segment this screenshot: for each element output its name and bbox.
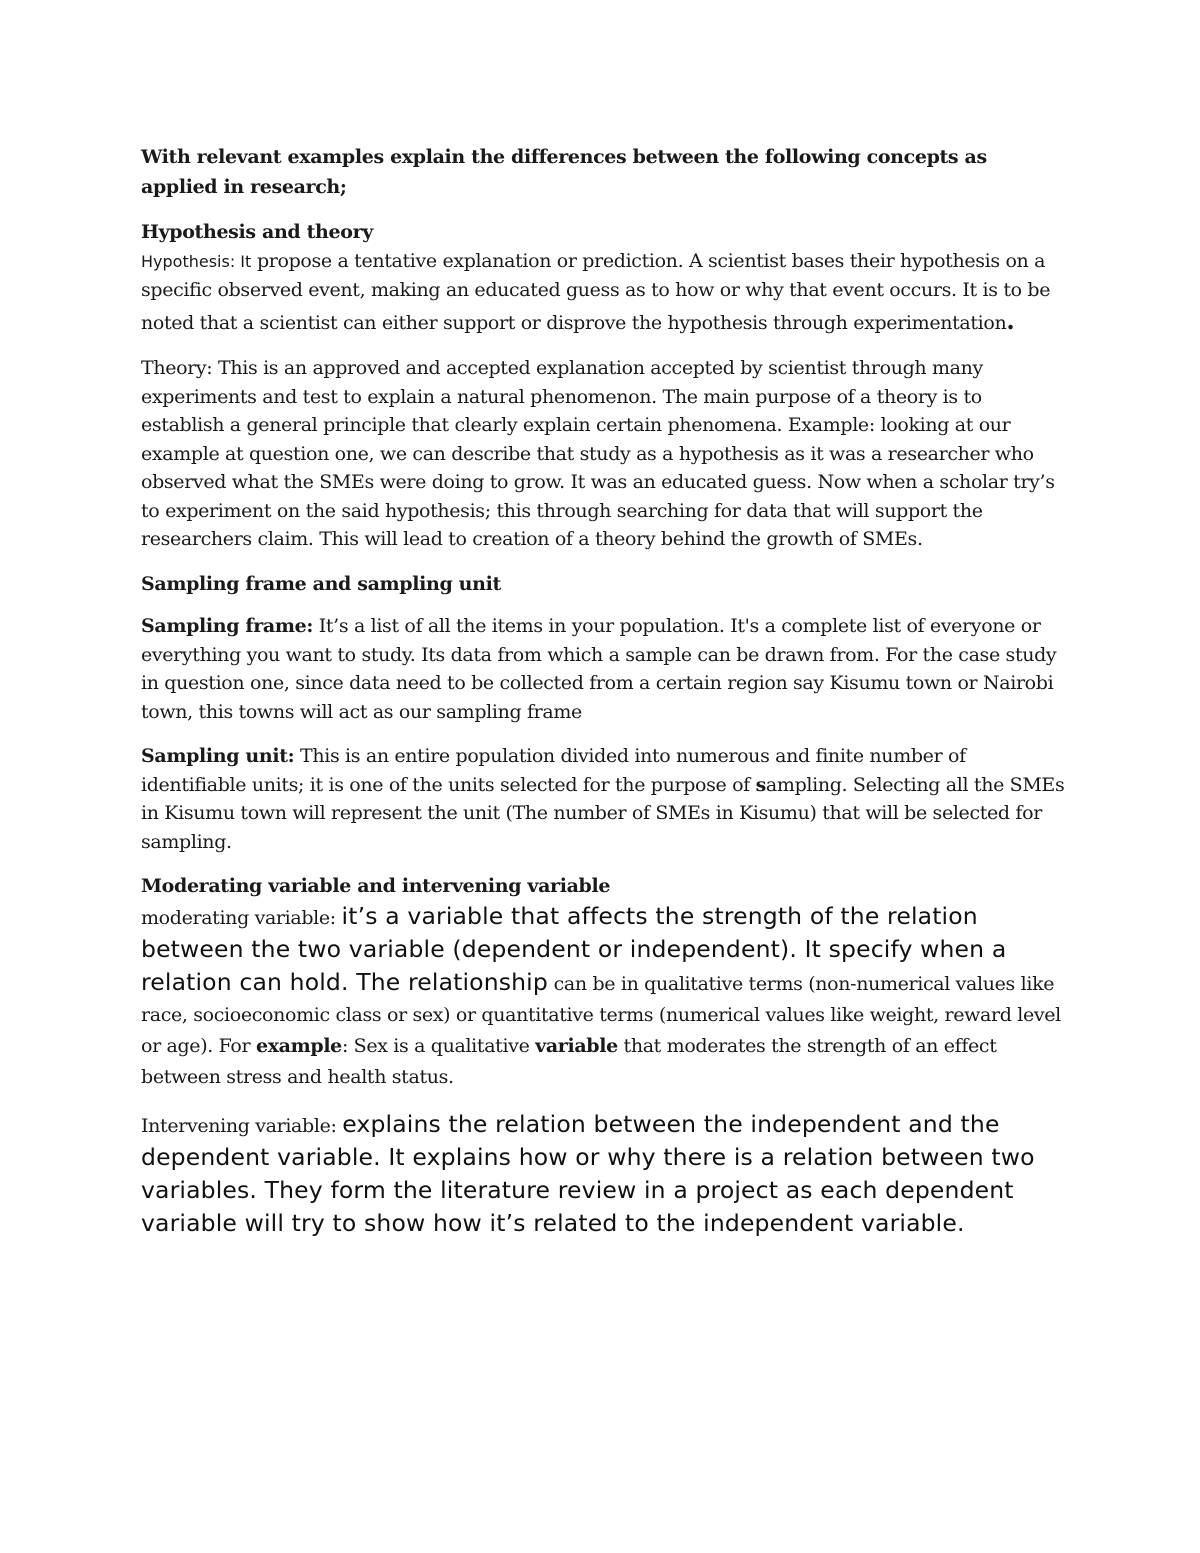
question-heading: With relevant examples explain the differences between the following concepts as applied in research; [141,146,987,198]
moderating-variable-label: moderating variable: [141,906,342,929]
hypothesis-text: propose a tentative explanation or prediction. A scientist bases their hypothesis on a specific observed event, making an educated guess as to how or why that event occurs. It is to be noted that a scientist can either support or disprove the hypothesis through experimentation [141,249,1051,334]
intervening-variable-label: Intervening variable: [141,1114,343,1137]
document-body [141,142,1066,1257]
hypothesis-paragraph [141,247,1066,339]
hypothesis-label: Hypothesis: [141,251,236,271]
sampling-frame-label: Sampling frame: [141,615,314,637]
theory-paragraph: Theory: This is an approved and accepted explanation accepted by scientist through many experiments and test to explain a natural phenomenon. The main purpose of a theory is to establish a general principle that clearly explain certain phenomena. Example: looking at our example at question one, we can describe that study as a hypothesis as it was a researcher who observed what the SMEs were doing to grow. It was an educated guess. Now when a scholar try’s to experiment on the said hypothesis; this through searching for data that will support the researchers claim. This will lead to creation of a theory behind the growth of SMEs. [141,357,1055,550]
moderating-bold-example: example [255,1034,342,1057]
sampling-unit-label: Sampling unit: [141,745,295,767]
sampling-unit-paragraph [141,742,1066,856]
section-heading-sampling: Sampling frame and sampling unit [141,572,501,595]
sampling-unit-text-2: ampling. Selecting all the SMEs in Kisumu town will represent the unit (The number of SMEs in Kisumu) that will be selected for sampling. [141,773,1065,853]
sampling-unit-bold-s: s [755,773,766,796]
moderating-bold-variable: variable [535,1034,618,1057]
moderating-variable-text-2: : Sex is a qualitative [341,1034,536,1057]
hypothesis-period: . [1006,305,1015,335]
intervening-variable-large-text: explains the relation between the independent and the dependent variable. It explains how or why there is a relation between two variables. They form the literature review in a project as each dependent variable will try to show how it’s related to the independent variable. [141,1109,1035,1237]
moderating-variable-text-3: that moderates the strength of an effect between stress and health status. [141,1034,997,1088]
sampling-unit-text-1: This is an entire population divided into numerous and finite number of identifiable units; it is one of the units selected for the purpose of [141,745,966,796]
section-heading-hypothesis-theory: Hypothesis and theory [141,221,373,243]
sampling-frame-paragraph [141,612,1066,726]
moderating-variable-paragraph [141,901,1066,1093]
section-heading-variables: Moderating variable and intervening variable [141,875,611,897]
sampling-frame-text: It’s a list of all the items in your population. It's a complete list of everyone or everything you want to study. Its data from which a sample can be drawn from. For the case study in question one, since data need to be collected from a certain region say Kisumu town or Nairobi town, this towns will act as our sampling frame [141,615,1057,723]
hypothesis-it: It [235,251,252,271]
moderating-variable-large-text: it’s a variable that affects the strength of the relation between the two variable (dependent or independent). It specify when a relation can hold. The relationship [141,901,1007,996]
moderating-variable-text-1: can be in qualitative terms (non-numerical values like race, socioeconomic class or sex) or quantitative terms (numerical values like weight, reward level or age). For [141,972,1061,1057]
intervening-variable-paragraph [141,1109,1066,1241]
